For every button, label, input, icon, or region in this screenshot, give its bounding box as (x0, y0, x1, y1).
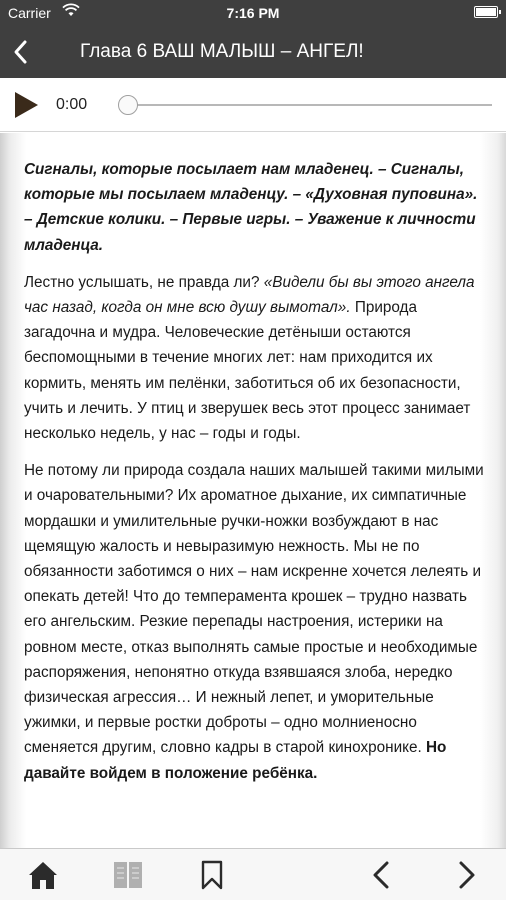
home-icon (27, 859, 59, 891)
progress-thumb[interactable] (118, 95, 138, 115)
elapsed-time: 0:00 (56, 96, 88, 113)
previous-page-button[interactable] (366, 859, 398, 891)
carrier-label: Carrier (8, 5, 51, 21)
book-icon (112, 859, 144, 891)
reading-pane[interactable] (0, 133, 506, 848)
bookmark-icon (196, 859, 228, 891)
navigation-bar (0, 26, 506, 78)
article-body (24, 157, 484, 798)
chapter-title: Глава 6 ВАШ МАЛЫШ – АНГЕЛ! (80, 41, 364, 62)
chevron-left-icon (10, 38, 32, 66)
chevron-left-icon (366, 859, 398, 891)
chevron-right-icon (450, 859, 482, 891)
back-button[interactable] (10, 38, 32, 66)
status-time: 7:16 PM (226, 5, 280, 21)
play-icon (13, 91, 39, 119)
paragraph-1 (24, 270, 484, 446)
next-page-button[interactable] (450, 859, 482, 891)
audio-player (0, 78, 506, 132)
paragraph-1-lead: Лестно услышать, не правда ли? (24, 273, 264, 291)
play-button[interactable] (13, 91, 39, 119)
paragraph-2-text: Не потому ли природа создала наших малышей такими милыми и очаровательными? Их ароматное дыхание, их симпатичные мордашки и умилительные ручки-ножки возбуждают в нас щемящую жалость и невыразимую нежность. Мы не по обязанности заботимся о них – нам искренне хочется лелеять и опекать детей! Что до темперамента крошек – трудно назвать его ангельским. Резкие перепады настроения, истерики на ровном месте, отказ выполнять самые простые и необходимые распоряжения, непонятно откуда взявшаяся злоба, нередко физическая агрессия… И нежный лепет, и уморительные ужимки, и первые ростки доброты – одно молниеносно сменяется другим, словно кадры в старой кинохронике. (24, 462, 484, 757)
paragraph-2-bold: Но давайте войдем в положение ребёнка. (24, 739, 447, 782)
paragraph-2 (24, 458, 484, 786)
quote: «Видели бы вы этого ангела час назад, когда он мне всю душу вымотал». (24, 273, 475, 317)
home-button[interactable] (27, 859, 59, 891)
bottom-toolbar (0, 848, 506, 900)
paragraph-1-rest: Природа загадочна и мудра. Человеческие детёныши остаются беспомощными в течение многих лет: нам приходится их кормить, менять им пелёнки, заботиться об их безопасности, учить и лечить. У птиц и зверушек весь этот процесс занимает несколько недель, у нас – годы и годы. (24, 299, 471, 443)
progress-track[interactable] (124, 104, 492, 106)
bookmark-button[interactable] (196, 859, 228, 891)
contents-button[interactable] (112, 859, 144, 891)
epigraph: Сигналы, которые посылает нам младенец. – Сигналы, которые мы посылаем младенцу. – «Духовная пуповина». – Детские колики. – Первые игры. – Уважение к личности младенца. (24, 161, 478, 254)
status-bar (0, 0, 506, 26)
battery-icon (474, 6, 498, 18)
